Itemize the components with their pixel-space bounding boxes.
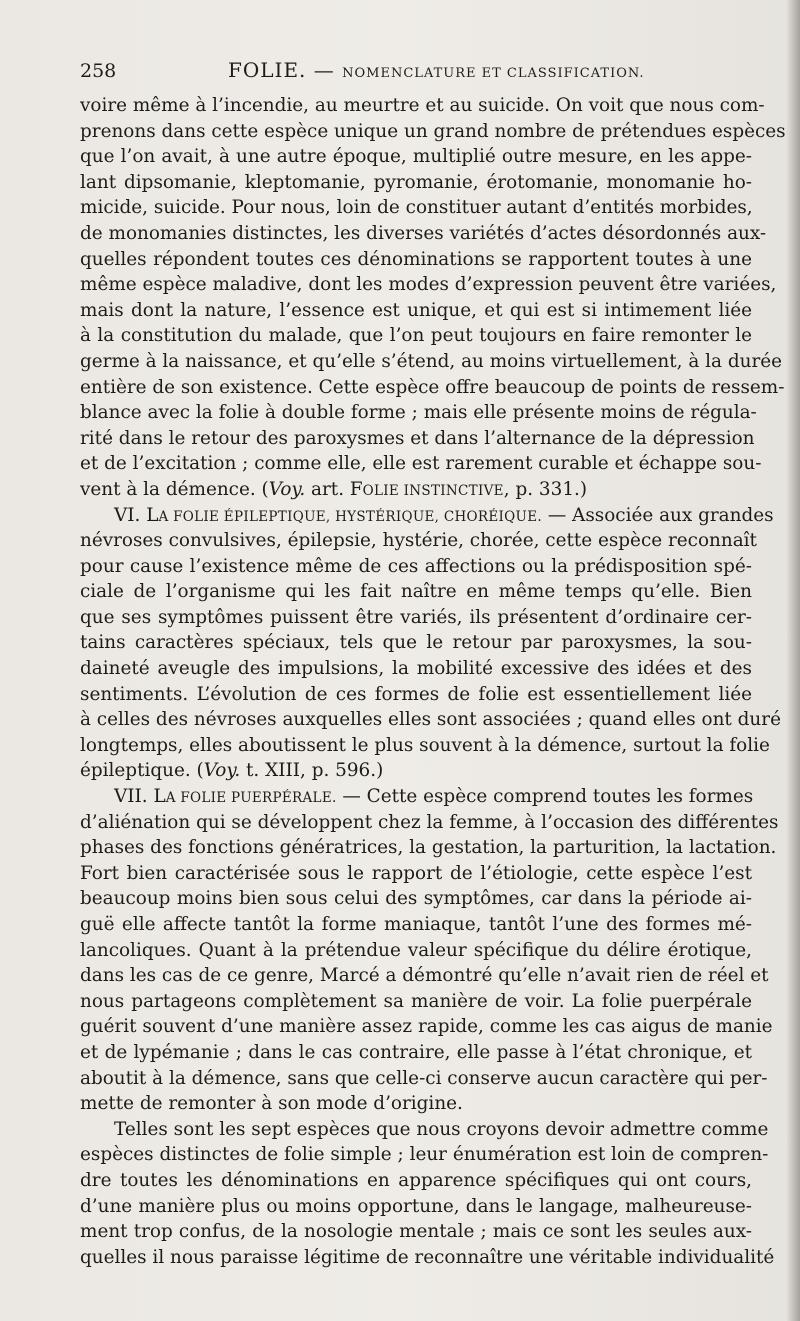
voy-reference: Voy. (203, 760, 241, 782)
text-line: micide, suicide. Pour nous, loin de constituer autant d’entités morbides, (80, 197, 753, 219)
text-line: lancoliques. Quant à la prétendue valeur spécifique du délire érotique, (80, 939, 752, 961)
text-line: même espèce maladive, dont les modes d’expression peuvent être variées, (80, 274, 777, 296)
text-line: dans les cas de ce genre, Marcé a démontré qu’elle n’avait rien de réel et (80, 965, 769, 987)
text-line: phases des fonctions génératrices, la gestation, la parturition, la lactation. (80, 837, 777, 859)
paragraph-instinctive (80, 93, 786, 503)
text-line: rité dans le retour des paroxysmes et dans l’alternance de la dépression (80, 427, 755, 449)
text-line: ment trop confus, de la nosologie mentale ; mais ce sont les seules aux- (80, 1221, 752, 1243)
section-title: LA FOLIE ÉPILEPTIQUE, HYSTÉRIQUE, CHORÉIQUE. (146, 504, 542, 526)
text-line: mais dont la nature, l’essence est unique, et qui est si intimement liée (80, 299, 752, 321)
text-line: dre toutes les dénominations en apparence spécifiques qui ont cours, (80, 1169, 752, 1191)
section-heading-line: VI. LA FOLIE ÉPILEPTIQUE, HYSTÉRIQUE, CHORÉIQUE. — Associée aux grandes (114, 504, 774, 526)
text-line: et de lypémanie ; dans le cas contraire, elle passe à l’état chronique, et (80, 1041, 752, 1063)
header-dash: — (313, 58, 335, 82)
text-line: d’une manière plus ou moins opportune, dans le langage, malheureuse- (80, 1195, 752, 1217)
text-line: lant dipsomanie, kleptomanie, pyromanie, érotomanie, monomanie ho- (80, 171, 752, 193)
text-line: que l’on avait, à une autre époque, multiplié outre mesure, en les appe- (80, 146, 752, 168)
text-line: ciale de l’organisme qui les fait naître en même temps qu’elle. Bien (80, 581, 752, 603)
section-vii-paragraph (80, 784, 779, 1117)
text-line: nous partageons complètement sa manière de voir. La folie puerpérale (80, 990, 752, 1012)
text-line: à la constitution du malade, que l’on peut toujours en faire remonter le (80, 325, 752, 347)
text-line: d’aliénation qui se développent chez la femme, à l’occasion des différentes (80, 811, 779, 833)
voy-reference: Voy. (268, 478, 306, 500)
text-line: espèces distinctes de folie simple ; leur énumération est loin de compren- (80, 1144, 769, 1166)
section-number: VII. (114, 786, 154, 808)
text-line: Telles sont les sept espèces que nous croyons devoir admettre comme (114, 1118, 769, 1140)
text-line: beaucoup moins bien sous celui des symptômes, car dans la période ai- (80, 888, 752, 910)
text-line: quelles il nous paraisse légitime de reconnaître une véritable individualité (80, 1246, 775, 1268)
text-line: voire même à l’incendie, au meurtre et au suicide. On voit que nous com- (80, 95, 765, 116)
text-line: quelles répondent toutes ces dénominations se rapportent toutes à une (80, 248, 752, 270)
section-number: VI. (114, 504, 147, 526)
text-line: longtemps, elles aboutissent le plus souvent à la démence, surtout la folie (80, 734, 770, 756)
text-line: prenons dans cette espèce unique un grand nombre de prétendues espèces (80, 120, 786, 142)
text-line: que ses symptômes puissent être variés, ils présentent d’ordinaire cer- (80, 606, 752, 628)
section-heading-line: VII. LA FOLIE PUERPÉRALE. — Cette espèce comprend toutes les formes (114, 786, 754, 808)
text-line: de monomanies distinctes, les diverses variétés d’actes désordonnés aux- (80, 222, 767, 244)
text-line: sentiments. L’évolution de ces formes de folie est essentiellement liée (80, 683, 752, 705)
text-line-last: mette de remonter à son mode d’origine. (80, 1093, 463, 1115)
text-line: pour cause l’existence même de ces affections ou la prédisposition spé- (80, 555, 752, 577)
text-line: tains caractères spéciaux, tels que le retour par paroxysmes, la sou- (80, 632, 752, 654)
text-line: et de l’excitation ; comme elle, elle est rarement curable et échappe sou- (80, 453, 762, 475)
running-header (80, 58, 750, 88)
section-vi-paragraph (80, 503, 781, 785)
section-title: LA FOLIE PUERPÉRALE. (153, 786, 337, 808)
text-line: Fort bien caractérisée sous le rapport de l’étiologie, cette espèce l’est (80, 862, 752, 884)
cross-reference: FOLIE INSTINCTIVE (349, 478, 504, 500)
text-line-last: épileptique. (Voy. t. XIII, p. 596.) (80, 760, 384, 782)
header-title: FOLIE. (228, 58, 307, 82)
conclusion-paragraph (80, 1117, 775, 1271)
text-line: guérit souvent d’une manière assez rapide, comme les cas aigus de manie (80, 1016, 773, 1038)
text-line: germe à la naissance, et qu’elle s’étend, au moins virtuellement, à la durée (80, 350, 783, 372)
text-line-last: vent à la démence. (Voy. art. FOLIE INSTINCTIVE, p. 331.) (80, 478, 588, 500)
text-line: guë elle affecte tantôt la forme maniaque, tantôt l’une des formes mé- (80, 914, 752, 935)
text-line: à celles des névroses auxquelles elles sont associées ; quand elles ont duré (80, 709, 781, 731)
page-number: 258 (80, 60, 117, 82)
text-line: daineté aveugle des impulsions, la mobilité excessive des idées et des (80, 658, 752, 680)
text-line: névroses convulsives, épilepsie, hystérie, chorée, cette espèce reconnaît (80, 530, 757, 552)
text-line: entière de son existence. Cette espèce offre beaucoup de points de ressem- (80, 376, 785, 398)
header-subtitle: NOMENCLATURE ET CLASSIFICATION. (342, 66, 645, 81)
running-title (228, 58, 645, 82)
text-line: blance avec la folie à double forme ; mais elle présente moins de régula- (80, 402, 757, 424)
body-text (80, 93, 786, 1270)
text-line: aboutit à la démence, sans que celle-ci conserve aucun caractère qui per- (80, 1067, 768, 1089)
